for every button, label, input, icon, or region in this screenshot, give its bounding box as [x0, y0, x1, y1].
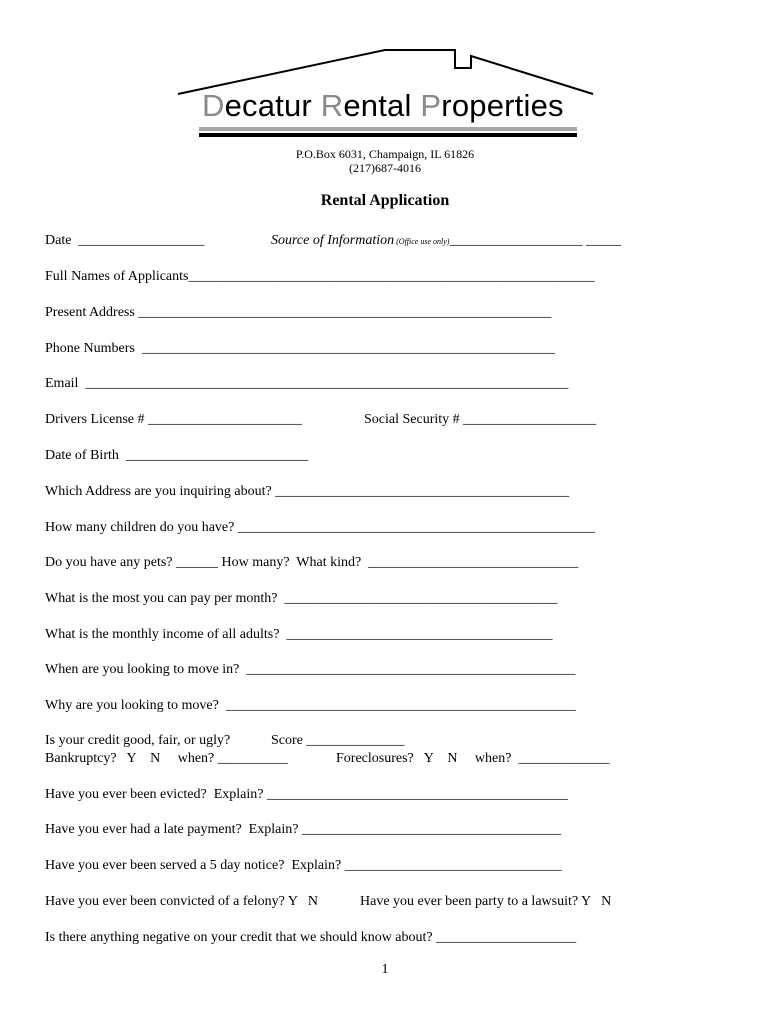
drivers-license-field[interactable]: Drivers License # ______________________	[45, 412, 303, 427]
felony-field[interactable]: Have you ever been convicted of a felony? Y N	[45, 894, 319, 909]
form-title: Rental Application	[320, 192, 450, 209]
evicted-field[interactable]: Have you ever been evicted? Explain? ___________________________________________	[45, 787, 568, 802]
pets-field[interactable]: Do you have any pets? ______ How many? What kind? ______________________________	[45, 555, 579, 570]
full-names-field[interactable]: Full Names of Applicants__________________________________________________________	[45, 269, 595, 284]
logo-letter-d: D	[202, 88, 225, 123]
email-field[interactable]: Email _____________________________________________________________________	[45, 376, 569, 391]
monthly-income-field[interactable]: What is the monthly income of all adults? ______________________________________	[45, 627, 553, 642]
page-number: 1	[381, 962, 389, 977]
company-phone: (217)687-4016	[349, 161, 421, 175]
logo-letter-r: R	[320, 88, 344, 123]
credit-question: Is your credit good, fair, or ugly?	[45, 733, 231, 748]
move-in-field[interactable]: When are you looking to move in? _______________________________________________	[45, 662, 576, 677]
which-address-field[interactable]: Which Address are you inquiring about? __________________________________________	[45, 484, 570, 499]
office-use-note: (Office use only)	[394, 237, 450, 246]
five-day-notice-field[interactable]: Have you ever been served a 5 day notice? Explain? _______________________________	[45, 858, 562, 873]
logo-word-ecatur: ecatur	[224, 88, 321, 123]
phone-numbers-field[interactable]: Phone Numbers ___________________________________________________________	[45, 341, 555, 356]
logo-word-roperties: roperties	[441, 88, 564, 123]
lawsuit-field[interactable]: Have you ever been party to a lawsuit? Y N	[360, 894, 612, 909]
present-address-field[interactable]: Present Address ___________________________________________________________	[45, 305, 552, 320]
source-label: Source of Information	[271, 233, 395, 248]
logo-word-ental: ental	[343, 88, 421, 123]
logo-letter-p: P	[420, 88, 442, 123]
date-of-birth-field[interactable]: Date of Birth __________________________	[45, 448, 308, 463]
company-logo	[175, 44, 595, 144]
source-blank: ___________________ _____	[449, 233, 621, 248]
why-move-field[interactable]: Why are you looking to move? __________________________________________________	[45, 698, 576, 713]
date-field[interactable]: Date __________________	[45, 233, 205, 248]
negative-credit-field[interactable]: Is there anything negative on your credit that we should know about? ____________________	[45, 930, 577, 945]
company-address: P.O.Box 6031, Champaign, IL 61826	[295, 147, 475, 161]
company-name	[202, 88, 564, 124]
late-payment-field[interactable]: Have you ever had a late payment? Explain? _____________________________________	[45, 822, 561, 837]
social-security-field[interactable]: Social Security # ___________________	[364, 412, 597, 427]
foreclosures-field[interactable]: Foreclosures? Y N when? _____________	[336, 751, 610, 766]
pay-per-month-field[interactable]: What is the most you can pay per month? _______________________________________	[45, 591, 558, 606]
children-field[interactable]: How many children do you have? ___________________________________________________	[45, 520, 595, 535]
bankruptcy-field[interactable]: Bankruptcy? Y N when? __________	[45, 751, 288, 766]
source-of-information-field[interactable]	[271, 233, 621, 249]
credit-score-field[interactable]: Score ______________	[271, 733, 405, 748]
